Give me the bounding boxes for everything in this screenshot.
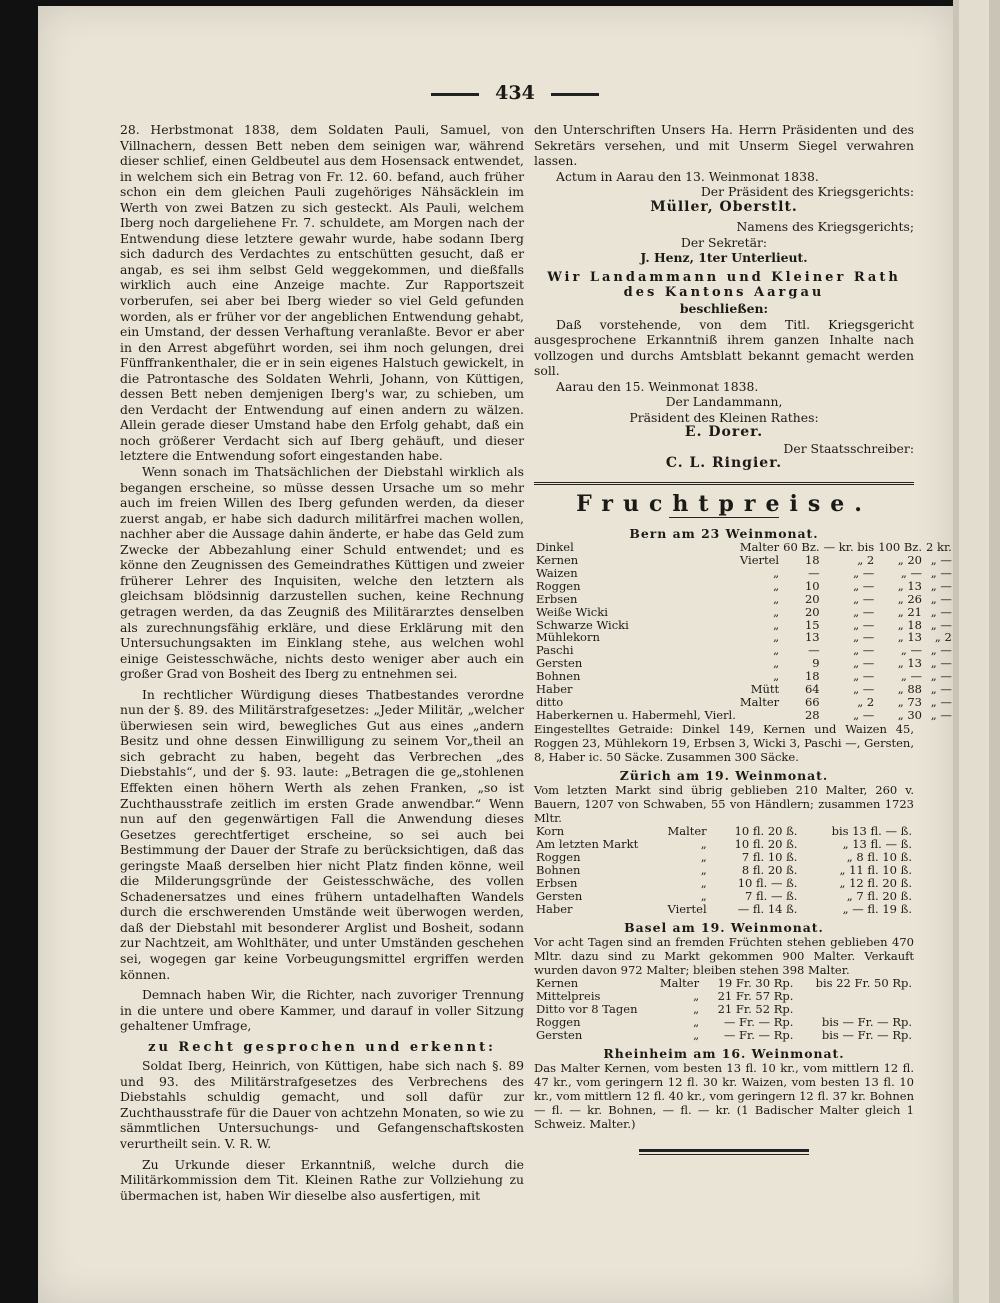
- price-cell: „ —: [930, 669, 952, 684]
- price-cell: „ —: [853, 630, 875, 645]
- price-cell: Malter: [667, 824, 707, 839]
- bern-heading: Bern am 23 Weinmonat.: [629, 525, 819, 541]
- price-row: [534, 567, 954, 580]
- basel-price-table: [534, 977, 914, 1042]
- price-cell: „ 2: [934, 630, 952, 645]
- basel-heading: Basel am 19. Weinmonat.: [624, 919, 824, 935]
- price-cell: „ —: [853, 643, 875, 658]
- resolve-word: beschließen:: [679, 301, 769, 317]
- price-cell: 13: [804, 630, 820, 645]
- price-cell: bis — Fr. — Rp.: [821, 1014, 912, 1029]
- landammann-name: E. Dorer.: [684, 424, 764, 441]
- price-cell: Viertel: [667, 901, 707, 916]
- zuerich-note: Vom letzten Markt sind übrig geblieben 210 Malter, 260 v. Bauern, 1207 von Schwaben, 55 von Händlern; zusammen 1723 Mltr.: [534, 783, 914, 826]
- price-cell: — Fr. — Rp.: [723, 1014, 794, 1029]
- price-cell: „ —: [930, 578, 952, 593]
- price-cell: „: [700, 863, 707, 878]
- paragraph-verdict-facts: 28. Herbstmonat 1838, dem Soldaten Pauli, Samuel, von Villnachern, dessen Bett neben dem seinigen war, während dieser schlief, einen Geldbeutel aus dem Hosensack entwendet, in welchem sich ein Betrag von Fr. 12. 60. befand, auch früher schon ein dem gleichen Pauli zugehöriges Nähsäcklein im Werth von zwei Batzen zu sich gesteckt. Als Pauli, welchem Iberg noch dargeliehene Fr. 7. schuldete, am Morgen nach der Entwendung diese letztere gewahr wurde, habe sodann Iberg sich dadurch des Verdachtes zu entschütten gesucht, daß er angab, es sei ihm selbst Geld weggekommen, und dießfalls wirklich auch eine Anzeige machte. Zur Rapportszeit vorberufen, sei aber bei Iberg wieder so viel Geld gefunden worden, als er früher vor der angeblichen Entwendung gehabt, ein Umstand, der dessen Verhaftung veranlaßte. Bevor er aber in den Arrest abgeführt worden, sei ihm noch gelungen, drei Fünffrankenthaler, die er in sein eigenes Halstuch gewickelt, in die Patrontasche des Soldaten Wehrli, Johann, von Küttigen, dessen Bett neben demjenigen Iberg's war, zu schieben, um den Verdacht der Entwendung auf einen andern zu wälzen. Allein gerade dieser Umstand habe den Erfolg gehabt, daß ein noch größerer Verdacht sich auf Iberg gehäuft, und dieser letztere die Entwendung sofort eingestanden habe.: [120, 122, 524, 464]
- price-cell: „ 30: [897, 707, 922, 722]
- price-cell: „ —: [853, 707, 875, 722]
- grain-name: Erbsen: [536, 875, 578, 890]
- price-cell: „: [693, 1002, 700, 1017]
- price-cell: „ —: [900, 669, 922, 684]
- price-cell: „ —: [930, 591, 952, 606]
- price-cell: „: [773, 578, 780, 593]
- price-cell: 18: [804, 553, 820, 568]
- price-cell: „: [693, 1014, 700, 1029]
- zuerich-heading: Zürich am 19. Weinmonat.: [619, 767, 829, 783]
- price-cell: — fl. 14 ß.: [737, 901, 798, 916]
- price-cell: „ —: [930, 617, 952, 632]
- price-row: [534, 1029, 914, 1042]
- grain-name: Haber: [536, 901, 573, 916]
- page-number: 434: [445, 82, 585, 104]
- president-name: Müller, Oberstlt.: [650, 198, 798, 215]
- price-cell: —: [808, 643, 820, 658]
- price-cell: — Fr. — Rp.: [723, 1027, 794, 1042]
- price-cell: 7 fl. — ß.: [745, 888, 798, 903]
- price-cell: „ 8 fl. 10 ß.: [846, 850, 912, 865]
- council-line-1: Wir Landammann und Kleiner Rath: [547, 269, 901, 285]
- price-cell: „ —: [853, 656, 875, 671]
- price-cell: „ —: [853, 591, 875, 606]
- landammann-title-2: Präsident des Kleinen Rathes:: [629, 409, 819, 425]
- bern-note: Eingestelltes Getraide: Dinkel 149, Kernen und Waizen 45, Roggen 23, Mühlekorn 19, Erbsen 3, Wicki 3, Paschi —, Gersten, 8, Haber ic. 50 Säcke. Zusammen 300 Säcke.: [534, 721, 914, 764]
- grain-name: Bohnen: [536, 863, 581, 878]
- grain-name: Weiße Wicki: [536, 604, 608, 619]
- price-cell: „ 7 fl. 20 ß.: [846, 888, 912, 903]
- price-row: [534, 709, 954, 722]
- price-cell: 60 Bz.: [783, 540, 820, 555]
- price-cell: „ 88: [897, 682, 922, 697]
- price-cell: „ —: [930, 553, 952, 568]
- price-cell: Mütt: [750, 682, 780, 697]
- price-cell: —: [808, 565, 820, 580]
- price-cell: „ 13: [897, 578, 922, 593]
- price-cell: Malter: [739, 695, 780, 709]
- secretary-name: J. Henz, 1ter Unterlieut.: [640, 250, 808, 266]
- price-cell: „ —: [900, 565, 922, 580]
- price-cell: 18: [804, 669, 820, 684]
- price-cell: „: [773, 669, 780, 684]
- price-row: [534, 580, 954, 593]
- price-cell: 66: [804, 695, 820, 709]
- price-cell: „: [693, 989, 700, 1004]
- price-cell: „ 13 fl. — ß.: [842, 837, 912, 852]
- paragraph-certification: Zu Urkunde dieser Erkanntniß, welche durch die Militärkommission dem Tit. Kleinen Rathe zur Vollziehung zu übermachen ist, haben Wir dieselbe also ausfertigen, mit: [120, 1156, 524, 1203]
- price-cell: „: [773, 591, 780, 606]
- price-cell: „: [700, 837, 707, 852]
- grain-name: ditto: [536, 695, 564, 709]
- price-cell: „ —: [853, 604, 875, 619]
- paragraph-chamber: Demnach haben Wir, die Richter, nach zuvoriger Trennung in die untere und obere Kammer, und darauf in voller Sitzung gehaltener Umfrage,: [120, 987, 524, 1034]
- resolution-date: Aarau den 15. Weinmonat 1838.: [556, 378, 759, 394]
- price-row: [534, 554, 954, 567]
- price-cell: „ —: [900, 643, 922, 658]
- price-cell: „: [773, 643, 780, 658]
- price-cell: 10 fl. — ß.: [737, 875, 798, 890]
- price-cell: 64: [804, 682, 820, 697]
- price-cell: „ 18: [897, 617, 922, 632]
- price-cell: 19 Fr. 30 Rp.: [717, 976, 794, 991]
- grain-name: Mühlekorn: [536, 630, 600, 645]
- secretary-title: Der Sekretär:: [680, 234, 768, 250]
- judgment-heading: zu Recht gesprochen und erkennt:: [148, 1039, 496, 1055]
- adjacent-page-edge: [953, 0, 1000, 1303]
- grain-name: Haberkernen u. Habermehl, Vierl.: [536, 707, 736, 722]
- price-cell: 21 Fr. 52 Rp.: [717, 1002, 794, 1017]
- grain-name: Ditto vor 8 Tagen: [536, 1002, 638, 1017]
- price-cell: „ —: [930, 604, 952, 619]
- price-cell: „ —: [930, 565, 952, 580]
- grain-name: Roggen: [536, 578, 581, 593]
- price-cell: „ — fl. 19 ß.: [842, 901, 912, 916]
- price-cell: „ —: [930, 656, 952, 671]
- price-cell: „: [773, 630, 780, 645]
- rheinheim-heading: Rheinheim am 16. Weinmonat.: [603, 1045, 845, 1061]
- zuerich-price-table: [534, 825, 914, 915]
- grain-name: Korn: [536, 824, 565, 839]
- price-cell: 15: [804, 617, 820, 632]
- bern-price-table: [534, 541, 954, 722]
- price-cell: „ 13: [897, 656, 922, 671]
- grain-name: Haber: [536, 682, 573, 697]
- price-cell: bis — Fr. — Rp.: [821, 1027, 912, 1042]
- grain-name: Gersten: [536, 1027, 583, 1042]
- court-line: Namens des Kriegsgerichts;: [736, 219, 914, 235]
- president-title: Der Präsident des Kriegsgerichts:: [700, 184, 914, 200]
- price-cell: „: [773, 565, 780, 580]
- grain-name: Schwarze Wicki: [536, 617, 629, 632]
- grain-name: Gersten: [536, 656, 583, 671]
- end-rule: [639, 1149, 809, 1155]
- grain-name: Gersten: [536, 888, 583, 903]
- signature-continuation: den Unterschriften Unsers Ha. Herrn Präsidenten und des Sekretärs versehen, und mit Unserm Siegel verwahren lassen.: [534, 122, 914, 169]
- council-line-2: des Kantons Aargau: [623, 285, 825, 301]
- price-cell: 10 fl. 20 ß.: [734, 824, 798, 839]
- price-cell: 28: [804, 707, 820, 722]
- rheinheim-note: Das Malter Kernen, vom besten 13 fl. 10 kr., vom mittlern 12 fl. 47 kr., vom geringern 12 fl. 30 kr. Waizen, vom besten 13 fl. 10 kr., vom mittlern 12 fl. 40 kr., vom geringern 12 fl. 37 kr. Bohnen — fl. — kr. Bohnen, — fl. — kr. (1 Badischer Malter gleich 1 Schweiz. Malter.): [534, 1061, 914, 1132]
- price-cell: „ —: [853, 578, 875, 593]
- grain-name: Mittelpreis: [536, 989, 601, 1004]
- date-place: Actum in Aarau den 13. Weinmonat 1838.: [556, 168, 819, 184]
- grain-name: Roggen: [536, 1014, 581, 1029]
- price-cell: „ 20: [897, 553, 922, 568]
- price-cell: 100 Bz.: [878, 540, 922, 555]
- price-cell: „ —: [930, 682, 952, 697]
- grain-name: Bohnen: [536, 669, 581, 684]
- price-cell: „ 2: [857, 553, 875, 568]
- price-cell: „ 73: [897, 695, 922, 709]
- price-cell: 10: [804, 578, 820, 593]
- price-cell: „ 26: [897, 591, 922, 606]
- price-cell: „ —: [853, 669, 875, 684]
- grain-name: Waizen: [536, 565, 578, 580]
- price-row: [534, 606, 954, 619]
- price-cell: „ 2: [857, 695, 875, 709]
- price-cell: Malter: [659, 976, 700, 991]
- grain-name: Am letzten Markt: [536, 837, 639, 852]
- right-column: [534, 122, 952, 1155]
- price-cell: „: [693, 1027, 700, 1042]
- paragraph-reasoning: Wenn sonach im Thatsächlichen der Diebstahl wirklich als begangen erscheine, so müsse dessen Ursache um so mehr auch im freien Willen des Iberg gefunden werden, da dieser zuerst angab, er habe sich dadurch militärfrei machen wollen, nachher aber die Aussage dahin änderte, er habe das Geld zum Zwecke der Abbezahlung einer Schuld entwendet; und es könne den Zeugnissen des Gemeindrathes Küttigen und zweier früherer Lehrer des Inquisiten, welche den letztern als gleichsam blödsinnig darzustellen suchen, keine Rechnung getragen werden, da das Zeugniß des Militärarztes denselben als zurechnungsfähig erkläre, und diese Erklärung mit den Untersuchungsakten im Einklang stehe, aus welchen wohl einige Geistesschwäche, nichts desto weniger aber auch ein großer Grad von Bosheit des Iberg zu entnehmen sei.: [120, 464, 524, 682]
- price-row: [534, 657, 954, 670]
- price-cell: „ 12 fl. 20 ß.: [839, 875, 912, 890]
- price-cell: „: [700, 850, 707, 865]
- paragraph-legal-assessment: In rechtlicher Würdigung dieses Thatbestandes verordne nun der §. 89. des Militärstrafgesetzes: „Jeder Militär, „welcher überwiesen sein wird, bewegliches Gut aus eines „andern Besitz und ohne dessen Einwilligung zu seinem Vor„theil an sich gebracht zu haben, begeht das Verbrechen „des Diebstahls“, und der §. 93. laute: „Betragen die ge„stohlenen Effekten einen höhern Werth als zehen Franken, „so ist Zuchthausstrafe zeitlich im ersten Grade anwendbar.“ Wenn nun auf den gegenwärtigen Fall die Anwendung dieses Gesetzes gerechtfertiget erscheine, so sei auch bei Bestimmung der Dauer der Strafe zu berücksichtigen, daß das geringste Maaß derselben hier nicht Platz finden könne, weil die Milderungsgründe der Geistesschwäche, des vollen Schadenersatzes und eines frühern untadelhaften Wandels durch die erschwerenden Umstände weit überwogen werden, daß der Diebstahl mit besonderer Arglist und Bosheit, sodann zur Nachtzeit, am Wohlthäter, und unter Umständen geschehen sei, wogegen gar keine Vorbeugungsmittel ergriffen werden können.: [120, 686, 524, 982]
- price-cell: 20: [804, 604, 820, 619]
- price-cell: Malter: [739, 540, 780, 555]
- price-row: [534, 593, 954, 606]
- price-cell: 7 fl. 10 ß.: [741, 850, 798, 865]
- price-cell: „ —: [930, 695, 952, 709]
- price-cell: „: [700, 888, 707, 903]
- state-secretary-title: Der Staatsschreiber:: [783, 440, 914, 456]
- price-cell: 8 fl. 20 ß.: [741, 863, 798, 878]
- price-cell: „: [773, 604, 780, 619]
- grain-name: Roggen: [536, 850, 581, 865]
- price-row: [534, 877, 914, 890]
- grain-name: Kernen: [536, 976, 579, 991]
- price-cell: „ —: [853, 682, 875, 697]
- price-cell: „ —: [930, 643, 952, 658]
- price-cell: „ —: [853, 617, 875, 632]
- price-row: [534, 1016, 914, 1029]
- price-cell: Viertel: [739, 553, 780, 568]
- price-cell: 10 fl. 20 ß.: [734, 837, 798, 852]
- price-cell: „ 11 fl. 10 ß.: [839, 863, 912, 878]
- price-cell: bis 13 fl. — ß.: [831, 824, 912, 839]
- price-cell: „ 13: [897, 630, 922, 645]
- price-cell: „: [773, 656, 780, 671]
- price-cell: [738, 709, 781, 722]
- section-divider: [534, 482, 914, 485]
- price-row: [534, 890, 914, 903]
- price-cell: „ —: [853, 565, 875, 580]
- paragraph-sentence: Soldat Iberg, Heinrich, von Küttigen, habe sich nach §. 89 und 93. des Militärstrafgesetzes des Verbrechens des Diebstahls schuldig gemacht, und soll dafür zur Zuchthausstrafe für die Dauer von achtzehn Monaten, so wie zu sämmtlichen Untersuchungs- und Gefangenschaftskosten verurtheilt sein. V. R. W.: [120, 1058, 525, 1151]
- basel-note: Vor acht Tagen sind an fremden Früchten stehen geblieben 470 Mltr. dazu sind zu Markt gekommen 900 Malter. Verkauft wurden davon 972 Malter; bleiben stehen 398 Malter.: [534, 935, 914, 978]
- price-row: [534, 644, 954, 657]
- price-cell: „ —: [930, 707, 952, 722]
- price-cell: „: [773, 617, 780, 632]
- grain-name: Kernen: [536, 553, 579, 568]
- price-cell: 21 Fr. 57 Rp.: [717, 989, 794, 1004]
- price-cell: [795, 990, 914, 1003]
- price-cell: 20: [804, 591, 820, 606]
- price-cell: — kr. bis: [823, 540, 875, 555]
- price-cell: „: [700, 875, 707, 890]
- price-cell: „ 21: [897, 604, 922, 619]
- price-row: [534, 903, 914, 916]
- price-cell: bis 22 Fr. 50 Rp.: [815, 976, 912, 991]
- resolution-text: Daß vorstehende, von dem Titl. Kriegsgericht ausgesprochene Erkanntniß ihrem ganzen Inhalte nach vollzogen und durchs Amtsblatt bekannt gemacht werden soll.: [534, 316, 914, 379]
- grain-name: Erbsen: [536, 591, 578, 606]
- grain-name: Dinkel: [536, 540, 574, 555]
- price-row: [534, 696, 954, 709]
- landammann-title-1: Der Landammann,: [665, 394, 783, 410]
- grain-name: Paschi: [536, 643, 574, 658]
- price-cell: 2 kr.: [926, 540, 952, 555]
- state-secretary-name: C. L. Ringier.: [665, 455, 783, 472]
- price-row: [534, 631, 954, 644]
- prices-title: Fruchtpreise.: [576, 491, 872, 518]
- price-row: [534, 670, 954, 683]
- price-cell: 9: [812, 656, 820, 671]
- left-column: [120, 122, 524, 1203]
